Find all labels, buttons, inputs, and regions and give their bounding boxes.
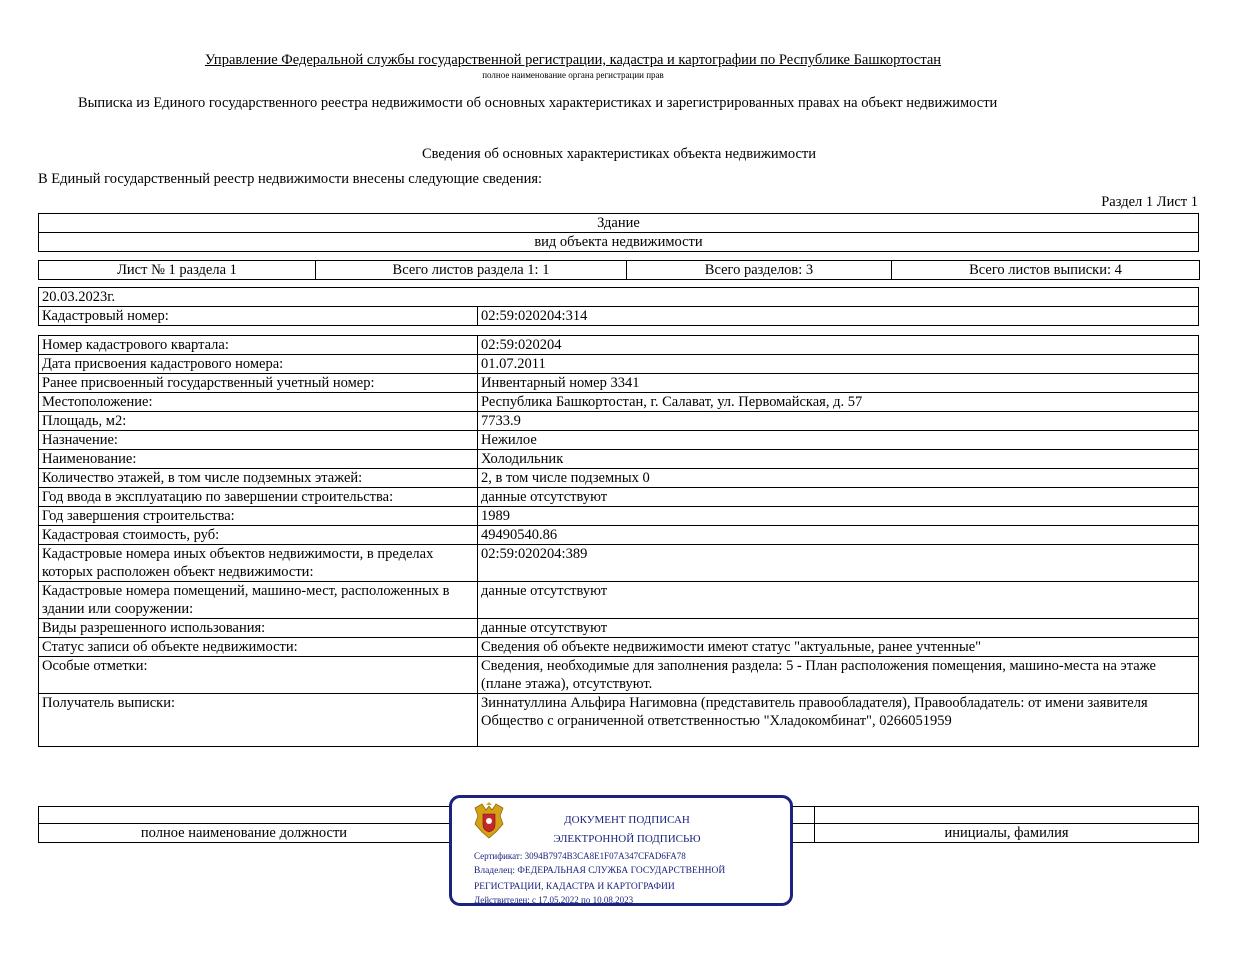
stamp-certificate: Сертификат: 3094B7974B3CA8E1F07A347CFAD6FA78 (474, 851, 686, 861)
row-value: 7733.9 (478, 412, 1199, 431)
row-label: Дата присвоения кадастрового номера: (39, 355, 478, 374)
row-label: Виды разрешенного использования: (39, 619, 478, 638)
stamp-line1: ДОКУМЕНТ ПОДПИСАН (564, 814, 690, 826)
organization-caption: полное наименование органа регистрации прав (482, 70, 664, 80)
table-row (39, 393, 1199, 412)
row-label: Количество этажей, в том числе подземных этажей: (39, 469, 478, 488)
table-row (39, 638, 1199, 657)
row-label: Кадастровые номера иных объектов недвижимости, в пределах которых расположен объект недвижимости: (39, 545, 478, 582)
row-value: данные отсутствуют (478, 488, 1199, 507)
row-value: данные отсутствуют (478, 619, 1199, 638)
position-caption: полное наименование должности (39, 824, 450, 843)
table-row (39, 374, 1199, 393)
table-row (39, 694, 1199, 747)
row-label: Назначение: (39, 431, 478, 450)
row-value: 49490540.86 (478, 526, 1199, 545)
row-label: Особые отметки: (39, 657, 478, 694)
electronic-signature-stamp (449, 795, 793, 906)
row-label: Кадастровые номера помещений, машино-мест, расположенных в здании или сооружении: (39, 582, 478, 619)
row-label: Наименование: (39, 450, 478, 469)
position-cell (39, 807, 450, 824)
organization-name: Управление Федеральной службы государственной регистрации, кадастра и картографии по Республике Башкортостан (204, 52, 942, 68)
stamp-owner-line2: РЕГИСТРАЦИИ, КАДАСТРА И КАРТОГРАФИИ (474, 882, 675, 892)
row-value: 02:59:020204:389 (478, 545, 1199, 582)
name-caption: инициалы, фамилия (815, 824, 1199, 843)
total-extract-sheets: Всего листов выписки: 4 (892, 261, 1200, 280)
stamp-owner-line1: Владелец: ФЕДЕРАЛЬНАЯ СЛУЖБА ГОСУДАРСТВЕННОЙ (474, 866, 726, 876)
table-row (39, 619, 1199, 638)
name-cell (815, 807, 1199, 824)
row-label: Номер кадастрового квартала: (39, 336, 478, 355)
section-title: Сведения об основных характеристиках объекта недвижимости (421, 146, 817, 162)
extract-date: 20.03.2023г. (39, 288, 1199, 307)
object-type: Здание (39, 214, 1199, 233)
table-row (39, 355, 1199, 374)
section-label: Раздел 1 Лист 1 (1101, 194, 1198, 210)
extract-title: Выписка из Единого государственного реестра недвижимости об основных характеристиках и зарегистрированных правах на объект недвижимости (78, 95, 998, 111)
table-row (39, 431, 1199, 450)
row-label: Местоположение: (39, 393, 478, 412)
table-row (39, 412, 1199, 431)
cadastral-number-value: 02:59:020204:314 (478, 307, 1199, 326)
date-cadastral-table (38, 287, 1199, 326)
row-value: данные отсутствуют (478, 582, 1199, 619)
row-value: Зиннатуллина Альфира Нагимовна (представитель правообладателя), Правообладатель: от имени заявителя Общество с ограниченной ответственностью "Хладокомбинат", 0266051959 (478, 694, 1199, 747)
total-section-sheets: Всего листов раздела 1: 1 (316, 261, 627, 280)
table-row (39, 336, 1199, 355)
stamp-validity: Действителен: с 17.05.2022 по 10.08.2023 (474, 895, 634, 905)
row-label: Кадастровая стоимость, руб: (39, 526, 478, 545)
table-row (39, 582, 1199, 619)
object-type-table (38, 213, 1199, 252)
table-row (39, 488, 1199, 507)
row-value: Инвентарный номер 3341 (478, 374, 1199, 393)
coat-of-arms-icon (472, 802, 506, 840)
object-type-caption: вид объекта недвижимости (39, 233, 1199, 252)
row-value: 1989 (478, 507, 1199, 526)
table-row (39, 507, 1199, 526)
table-row (39, 450, 1199, 469)
row-value: Республика Башкортостан, г. Салават, ул. Первомайская, д. 57 (478, 393, 1199, 412)
table-row (39, 657, 1199, 694)
row-label: Год ввода в эксплуатацию по завершении строительства: (39, 488, 478, 507)
sheet-number: Лист № 1 раздела 1 (39, 261, 316, 280)
table-row (39, 545, 1199, 582)
row-value: Сведения об объекте недвижимости имеют статус "актуальные, ранее учтенные" (478, 638, 1199, 657)
row-label: Год завершения строительства: (39, 507, 478, 526)
total-sections: Всего разделов: 3 (627, 261, 892, 280)
stamp-line2: ЭЛЕКТРОННОЙ ПОДПИСЬЮ (553, 833, 701, 845)
table-row (39, 526, 1199, 545)
row-value: Нежилое (478, 431, 1199, 450)
row-label: Статус записи об объекте недвижимости: (39, 638, 478, 657)
row-label: Площадь, м2: (39, 412, 478, 431)
sheets-table (38, 260, 1200, 280)
characteristics-table (38, 335, 1199, 747)
row-label: Ранее присвоенный государственный учетный номер: (39, 374, 478, 393)
row-value: Сведения, необходимые для заполнения раздела: 5 - План расположения помещения, машино-места на этаже (плане этажа), отсутствуют. (478, 657, 1199, 694)
intro-text: В Единый государственный реестр недвижимости внесены следующие сведения: (38, 171, 543, 187)
row-value: Холодильник (478, 450, 1199, 469)
table-row (39, 469, 1199, 488)
row-value: 02:59:020204 (478, 336, 1199, 355)
row-value: 01.07.2011 (478, 355, 1199, 374)
cadastral-number-label: Кадастровый номер: (39, 307, 478, 326)
row-label: Получатель выписки: (39, 694, 478, 747)
row-value: 2, в том числе подземных 0 (478, 469, 1199, 488)
